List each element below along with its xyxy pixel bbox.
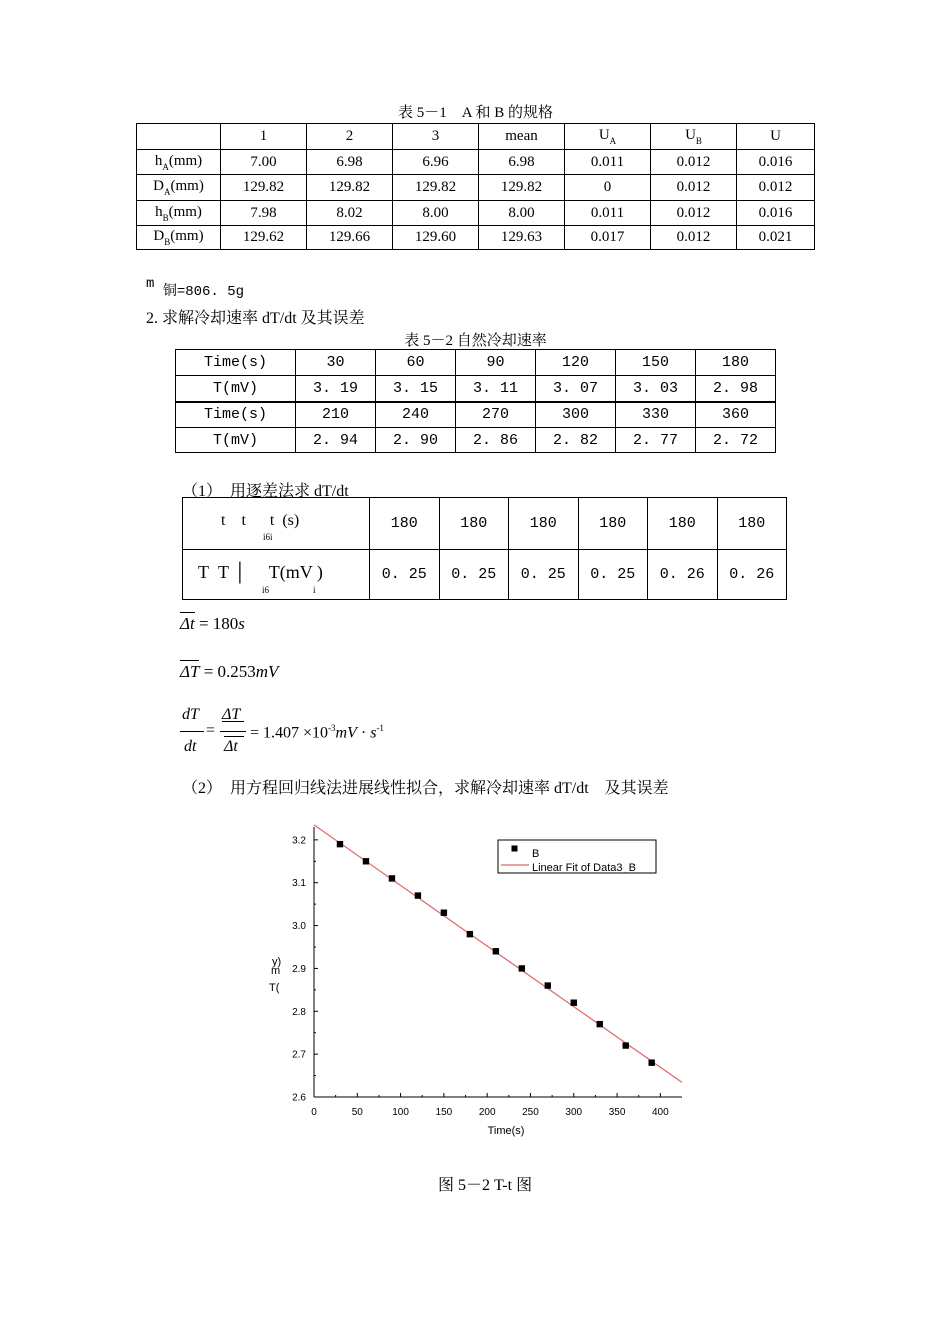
eq-unit: s (238, 614, 245, 633)
table-cell: 129.66 (307, 226, 393, 250)
table-cell: 2. 82 (536, 428, 616, 453)
table-header-cell: 3 (393, 124, 479, 150)
table-cell: 180 (439, 498, 509, 550)
difference-table (182, 497, 787, 600)
frac-num: dT (182, 706, 199, 723)
table-row (176, 350, 776, 376)
legend-label: B (532, 848, 540, 860)
data-point (441, 910, 447, 916)
y-axis-label-part: m (271, 965, 281, 977)
data-point (389, 875, 395, 881)
row-label-symbol: h (154, 152, 163, 169)
table-cell: 0.011 (565, 201, 651, 226)
y-tick-label: 3.2 (292, 835, 306, 847)
x-tick-label: 350 (608, 1107, 626, 1118)
x-axis-label: Time(s) (487, 1125, 525, 1137)
table-header-cell: 1 (221, 124, 307, 150)
legend-label: Linear Fit of Data3_B (532, 862, 636, 874)
chart-legend (498, 840, 656, 874)
data-point (623, 1042, 629, 1048)
table-cell: 150 (616, 350, 696, 376)
table-row (137, 150, 815, 175)
table-cell: 0.012 (651, 150, 737, 175)
table-cell: 0. 25 (370, 550, 440, 600)
row-label-symbol: D (153, 178, 164, 194)
equation-mean-t (180, 614, 245, 634)
table-cell: 0.017 (565, 226, 651, 250)
row-label (183, 498, 370, 550)
y-tick-label: 3.1 (292, 878, 306, 890)
data-point (493, 948, 499, 954)
row-label: Time(s) (176, 350, 296, 376)
table-header-cell: U (737, 124, 815, 150)
table-cell: 240 (376, 402, 456, 428)
table-cell: 90 (456, 350, 536, 376)
table-cell: 0.016 (737, 150, 815, 175)
table-header-cell (651, 124, 737, 150)
row-label: T(mV) (176, 376, 296, 402)
data-point (363, 858, 369, 864)
x-tick-label: 100 (392, 1107, 409, 1118)
table-header-cell: mean (479, 124, 565, 150)
table-cell: 8.02 (307, 201, 393, 226)
cooling-rate-table (175, 349, 776, 453)
table-row (176, 428, 776, 453)
mass-symbol: m (146, 276, 155, 292)
table-cell: 180 (696, 350, 776, 376)
table-cell: 129.82 (307, 175, 393, 201)
table-cell: 129.82 (221, 175, 307, 201)
eq-lhs: ΔT (180, 662, 200, 681)
part-2-heading: （2） 用方程回归线法进展线性拟合，求解冷却速率 dT/dt 及其误差 (182, 780, 669, 797)
table-row (137, 175, 815, 201)
figure-caption: 图 5－2 T-t 图 (438, 1177, 533, 1194)
table-cell: 360 (696, 402, 776, 428)
frac-bar (220, 731, 246, 732)
header-sub: B (695, 136, 702, 146)
table-cell: 6.96 (393, 150, 479, 175)
rhs-exp2: -1 (376, 723, 384, 733)
header-u: U (598, 127, 610, 143)
table-cell: 180 (648, 498, 718, 550)
row-label-sub: A (164, 187, 171, 197)
table-header-cell (565, 124, 651, 150)
frac-denbar (224, 736, 244, 737)
table-cell: 0. 25 (578, 550, 648, 600)
table-cell: 3. 03 (616, 376, 696, 402)
table-cell: 7.98 (221, 201, 307, 226)
frac-bar (180, 731, 204, 732)
table-cell: 2. 90 (376, 428, 456, 453)
table-cell: 180 (717, 498, 787, 550)
row-label (137, 226, 221, 250)
label-t-expr (221, 512, 299, 530)
table-header-cell: 2 (307, 124, 393, 150)
table-row (137, 201, 815, 226)
rhs-dot: · (360, 724, 367, 742)
row-label-unit: (mm) (168, 203, 202, 220)
eq-rhs (250, 723, 384, 742)
table-cell: 3. 11 (456, 376, 536, 402)
table-cell: 2. 77 (616, 428, 696, 453)
y-axis-label-part: y) (272, 956, 282, 968)
table-cell: 129.82 (479, 175, 565, 201)
table-cell: 2. 94 (296, 428, 376, 453)
x-tick-label: 250 (522, 1107, 539, 1118)
label-sub: i6i (263, 532, 273, 542)
table-cell: 120 (536, 350, 616, 376)
eq-unit: mV (255, 662, 279, 681)
eq-sign: = (206, 722, 216, 739)
y-tick-label: 2.8 (292, 1006, 306, 1018)
table1-caption: 表 5－1 A 和 B 的规格 (397, 105, 553, 121)
row-label-symbol: h (155, 203, 163, 220)
rhs-value: = 1.407 ×10 (250, 724, 329, 742)
row-label: Time(s) (176, 402, 296, 428)
eq-lhs: Δt (180, 614, 195, 633)
table-cell: 8.00 (393, 201, 479, 226)
table-cell: 270 (456, 402, 536, 428)
table-cell: 3. 15 (376, 376, 456, 402)
row-label (137, 201, 221, 226)
table-cell: 210 (296, 402, 376, 428)
label-part: T (198, 562, 209, 582)
mass-sub: 铜 (162, 284, 177, 300)
table-header-cell (137, 124, 221, 150)
table-row (183, 498, 787, 550)
rhs-s: s (370, 724, 377, 742)
label-part: T(mV ) (268, 562, 323, 582)
equation-rate (180, 703, 440, 763)
y-axis-label-part: T( (269, 982, 280, 994)
row-label-sub: B (162, 212, 169, 223)
x-tick-label: 50 (351, 1107, 363, 1118)
x-tick-label: 400 (652, 1107, 669, 1118)
table-row (183, 550, 787, 600)
table-cell: 30 (296, 350, 376, 376)
table-cell: 2. 72 (696, 428, 776, 453)
data-point (648, 1060, 654, 1066)
frac-num: ΔT (222, 706, 241, 723)
specs-table (136, 123, 815, 250)
label-part: T (218, 562, 229, 582)
table-cell: 0. 26 (717, 550, 787, 600)
label-T-expr: T T │ T(mV ) (198, 562, 323, 582)
row-label-sub: B (164, 237, 171, 247)
table2-caption: 表 5－2 自然冷却速率 (404, 333, 547, 349)
table-cell: 0.012 (737, 175, 815, 201)
y-tick-label: 3.0 (292, 921, 306, 933)
table-cell: 3. 19 (296, 376, 376, 402)
table-cell: 0. 25 (509, 550, 579, 600)
label-sub: i6 (262, 585, 270, 595)
table-cell: 180 (578, 498, 648, 550)
label-sub: i (313, 585, 316, 595)
table-row (176, 376, 776, 402)
x-tick-label: 0 (311, 1107, 317, 1118)
row-label (137, 175, 221, 201)
table-cell: 0 (565, 175, 651, 201)
table-cell: 180 (370, 498, 440, 550)
data-point (571, 1000, 577, 1006)
table-header-row (137, 124, 815, 150)
rhs-exp: -3 (328, 723, 336, 733)
eq-rhs: = 180 (198, 614, 239, 633)
rhs-unit: mV (335, 724, 357, 742)
table-cell: 0.021 (737, 226, 815, 250)
copper-mass (146, 272, 245, 300)
y-tick-label: 2.9 (292, 963, 306, 975)
table-cell: 0.012 (651, 226, 737, 250)
table-cell: 129.60 (393, 226, 479, 250)
table-cell: 3. 07 (536, 376, 616, 402)
table-cell: 330 (616, 402, 696, 428)
table-cell: 0.016 (737, 201, 815, 226)
label-part: t (221, 512, 226, 529)
eq-rhs: = 0.253 (203, 662, 256, 681)
table-cell: 180 (509, 498, 579, 550)
y-tick-label: 2.6 (292, 1092, 306, 1104)
section-2-heading: 2. 求解冷却速率 dT/dt 及其误差 (146, 310, 365, 327)
table-cell: 0. 26 (648, 550, 718, 600)
data-point (337, 841, 343, 847)
table-cell: 6.98 (479, 150, 565, 175)
x-tick-label: 300 (565, 1107, 583, 1118)
row-label-unit: (mm) (170, 178, 204, 194)
t-t-chart (260, 815, 700, 1150)
label-part: t (s) (269, 512, 300, 529)
table-cell: 0.012 (651, 201, 737, 226)
y-tick-label: 2.7 (292, 1049, 306, 1061)
table-cell: 6.98 (307, 150, 393, 175)
row-label (137, 150, 221, 175)
table-cell: 0.012 (651, 175, 737, 201)
data-point (519, 965, 525, 971)
label-part: t (241, 512, 246, 529)
data-point (467, 931, 473, 937)
table-cell: 129.82 (393, 175, 479, 201)
row-label: T(mV) (176, 428, 296, 453)
frac-den: dt (184, 738, 197, 755)
table-row (137, 226, 815, 250)
x-tick-label: 200 (478, 1107, 496, 1118)
equation-mean-T (180, 662, 278, 682)
table-cell: 129.63 (479, 226, 565, 250)
table-cell: 2. 86 (456, 428, 536, 453)
data-point (597, 1021, 603, 1027)
row-label-unit: (mm) (168, 152, 203, 169)
row-label (183, 550, 370, 600)
legend-point-swatch (512, 846, 518, 852)
table-row (176, 402, 776, 428)
frac-numbar (222, 721, 244, 722)
x-tick-label: 150 (435, 1107, 453, 1118)
header-sub: A (609, 136, 617, 146)
table-cell: 60 (376, 350, 456, 376)
header-u: U (685, 127, 696, 143)
frac-den: Δt (224, 738, 238, 755)
data-point (415, 892, 421, 898)
part-1-heading: （1） 用逐差法求 dT/dt (182, 483, 349, 500)
table-cell: 300 (536, 402, 616, 428)
table-cell: 0. 25 (439, 550, 509, 600)
data-point (545, 982, 551, 988)
table-cell: 129.62 (221, 226, 307, 250)
table-cell: 2. 98 (696, 376, 776, 402)
row-label-unit: (mm) (170, 228, 204, 244)
table-cell: 0.011 (565, 150, 651, 175)
mass-value: =806. 5g (176, 284, 245, 300)
row-label-sub: A (162, 161, 169, 172)
row-label-symbol: D (153, 228, 165, 244)
table-cell: 7.00 (221, 150, 307, 175)
table-cell: 8.00 (479, 201, 565, 226)
